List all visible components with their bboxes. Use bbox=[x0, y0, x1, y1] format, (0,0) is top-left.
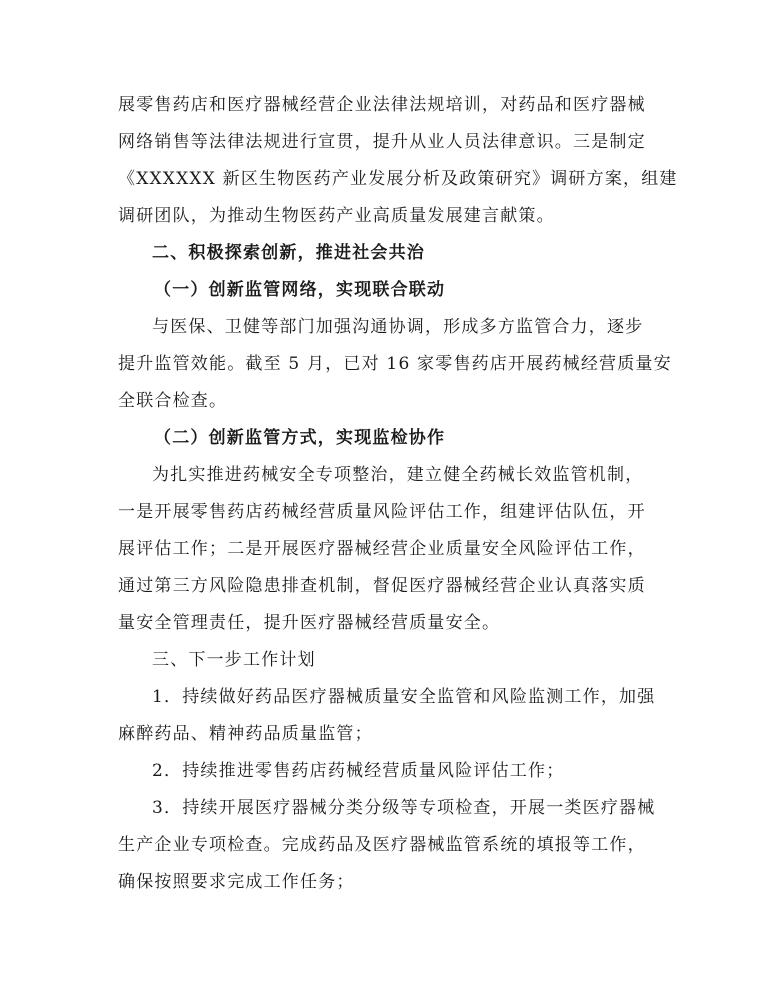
paragraph-line: 一是开展零售药店药械经营质量风险评估工作，组建评估队伍，开 bbox=[118, 502, 646, 522]
paragraph-line: 展零售药店和医疗器械经营企业法律法规培训，对药品和医疗器械 bbox=[118, 95, 646, 115]
list-item-line: 确保按照要求完成工作任务； bbox=[118, 872, 355, 892]
paragraph-line: 与医保、卫健等部门加强沟通协调，形成多方监管合力，逐步 bbox=[152, 317, 644, 337]
section-heading: 三、下一步工作计划 bbox=[152, 650, 316, 670]
list-item-line: 2．持续推进零售药店药械经营质量风险评估工作； bbox=[152, 761, 565, 781]
subsection-heading: （一）创新监管网络，实现联合联动 bbox=[154, 280, 446, 300]
paragraph-line: 网络销售等法律法规进行宣贯，提升从业人员法律意识。三是制定 bbox=[118, 132, 646, 152]
paragraph-line: 为扎实推进药械安全专项整治，建立健全药械长效监管机制， bbox=[152, 465, 644, 485]
list-item-line: 1．持续做好药品医疗器械质量安全监管和风险监测工作，加强 bbox=[152, 687, 656, 707]
list-item-line: 3．持续开展医疗器械分类分级等专项检查，开展一类医疗器械 bbox=[152, 798, 656, 818]
section-heading: 二、积极探索创新，推进社会共治 bbox=[152, 243, 425, 263]
list-item-line: 麻醉药品、精神药品质量监管； bbox=[118, 724, 373, 744]
subsection-heading: （二）创新监管方式，实现监检协作 bbox=[154, 428, 446, 448]
paragraph-line: 通过第三方风险隐患排查机制，督促医疗器械经营企业认真落实质 bbox=[118, 576, 646, 596]
paragraph-line: 调研团队，为推动生物医药产业高质量发展建言献策。 bbox=[118, 206, 555, 226]
document-body bbox=[118, 87, 678, 901]
paragraph-line: 提升监管效能。截至 5 月，已对 16 家零售药店开展药械经营质量安 bbox=[118, 354, 672, 374]
paragraph-line: 《XXXXXX 新区生物医药产业发展分析及政策研究》调研方案，组建 bbox=[118, 169, 678, 189]
list-item-line: 生产企业专项检查。完成药品及医疗器械监管系统的填报等工作， bbox=[118, 835, 646, 855]
paragraph-line: 展评估工作；二是开展医疗器械经营企业质量安全风险评估工作， bbox=[118, 539, 646, 559]
paragraph-line: 量安全管理责任，提升医疗器械经营质量安全。 bbox=[118, 613, 501, 633]
paragraph-line: 全联合检查。 bbox=[118, 391, 228, 411]
